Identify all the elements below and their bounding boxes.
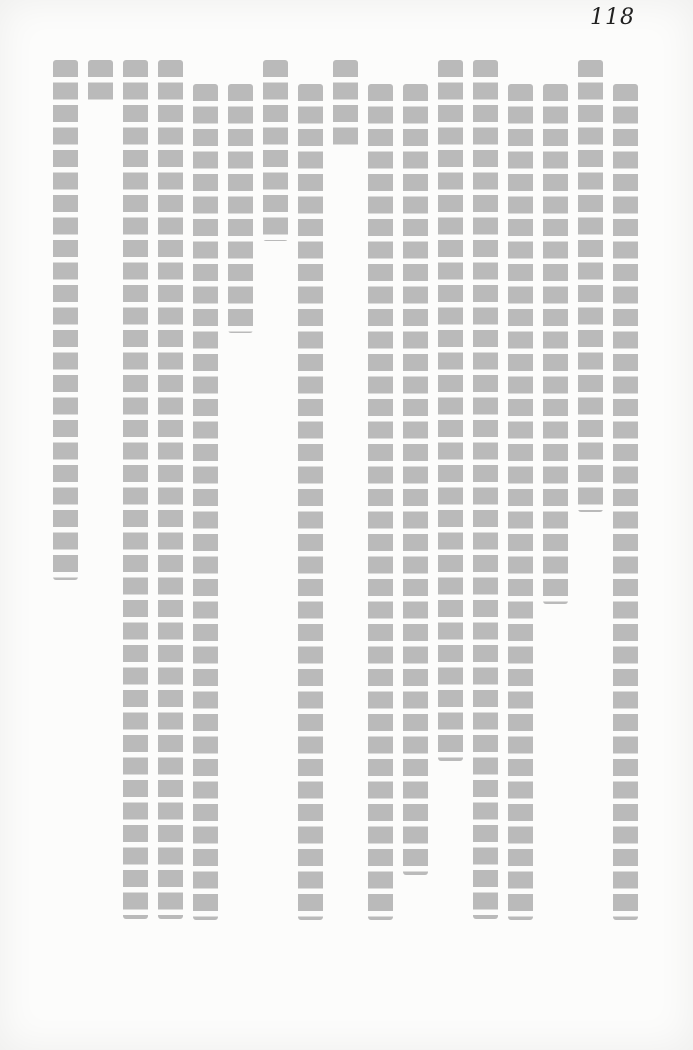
redacted-text-column	[438, 60, 463, 761]
redacted-text-column	[123, 60, 148, 919]
redacted-text-column	[158, 60, 183, 919]
redacted-text-column	[403, 84, 428, 875]
redacted-text-column	[298, 84, 323, 920]
redacted-text-column	[508, 84, 533, 920]
redacted-text-column	[613, 84, 638, 920]
redacted-text-column	[578, 60, 603, 512]
redacted-text-column	[228, 84, 253, 333]
redacted-text-column	[193, 84, 218, 920]
redacted-text-column	[333, 60, 358, 150]
vertical-text-block	[40, 60, 653, 1010]
redacted-text-column	[473, 60, 498, 919]
redacted-text-column	[53, 60, 78, 580]
page-number: 118	[590, 5, 635, 30]
redacted-text-column	[88, 60, 113, 105]
redacted-text-column	[368, 84, 393, 920]
redacted-text-column	[263, 60, 288, 241]
redacted-text-column	[543, 84, 568, 604]
